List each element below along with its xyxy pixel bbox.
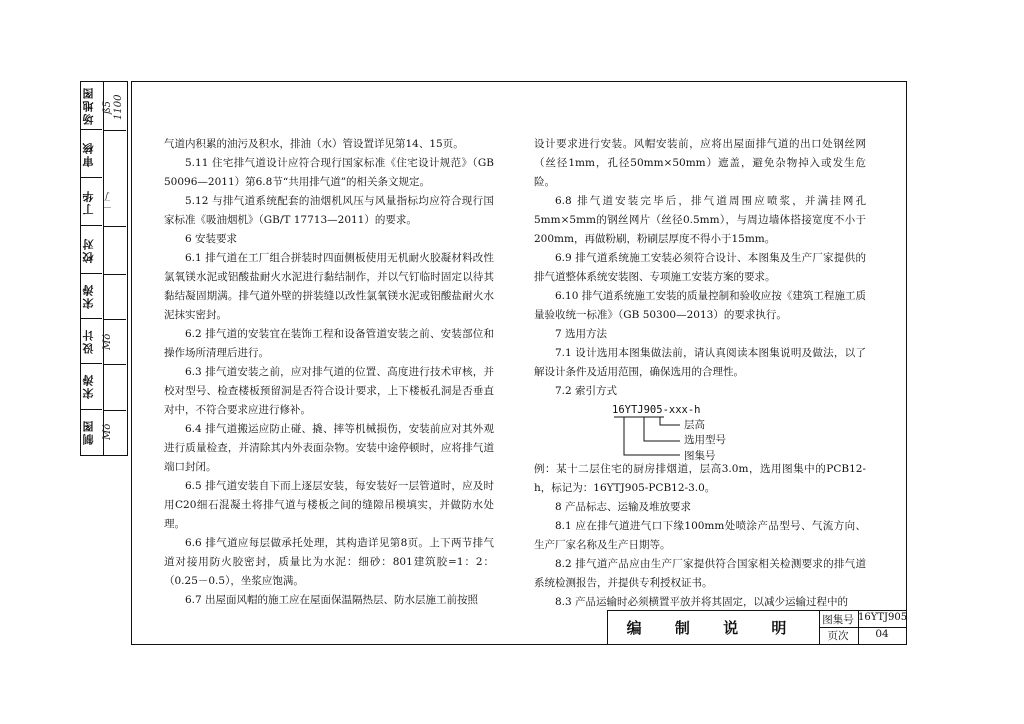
sidebar-cell [81,274,102,319]
paragraph: 8.1 应在排气道进气口下缘100mm处喷涂产品型号、气流方向、生产厂家名称及生产日期等。 [534,520,866,551]
paragraph: 6.1 排气道在工厂组合拼装时四面侧板使用无机耐火胶凝材料改性氯氧镁水泥或铝酸盐耐火水泥进行黏结制作，并以气钉临时固定以待其黏结凝固期满。排气道外壁的拼装缝以改性氯氧镁水泥或铝酸盐耐火水泥抹实密封。 [164,252,494,321]
sidebar-label: 场地图 [82,86,95,126]
paragraph: 6.6 排气道应每层做承托处理，其构造详见第8页。上下两节排气道对接用防火胶密封，质量比为水泥：细砂：801建筑胶=1：2：（0.25－0.5），坐浆应饱满。 [164,537,494,587]
paragraph: 6.7 出屋面风帽的施工应在屋面保温隔热层、防水层施工前按照 [185,594,479,606]
left-text-column [164,135,494,610]
paragraph: 8.2 排气道产品应由生产厂家提供符合国家相关检测要求的排气道系统检测报告，并提供专利授权证书。 [534,558,866,589]
index-diagram [534,401,866,460]
index-label-atlas: 图集号 [684,450,716,462]
sidebar-label: 丁华 [82,189,95,215]
page-number-value: 04 [875,628,889,640]
paragraph: 设计要求进行安装。风帽安装前，应将出屋面排气道的出口处钢丝网（丝径1mm，孔径50mm×50mm）遮盖，避免杂物掉入或发生危险。 [534,138,866,188]
sidebar-cell [81,226,102,274]
paragraph: 6.10 排气道系统施工安装的质量控制和验收应按《建筑工程施工质量验收统一标准》（GB 50300—2013）的要求执行。 [534,290,866,321]
sidebar-cell [81,364,102,410]
index-label-model: 选用型号 [684,434,726,446]
paragraph: 7.2 索引方式 [555,385,618,397]
sidebar-label: 审核 [82,141,95,167]
sidebar-cell [81,319,102,364]
paragraph: 6.5 排气道安装自下而上逐层安装，每安装好一层管道时，应及时用C20细石混凝土将排气道与楼板之间的缝隙吊模填实，并做防水处理。 [164,480,494,530]
paragraph: 8.3 产品运输时必须横置平放并将其固定，以减少运输过程中的 [555,596,849,608]
paragraph: 6.9 排气道系统施工安装必须符合设计、本图集及生产厂家提供的排气道整体系统安装图、专项施工安装方案的要求。 [534,252,866,283]
sidebar-cell [81,82,102,130]
right-text-column [534,135,866,612]
index-code: 16YTJ905-xxx-h [612,404,701,416]
atlas-number-value: 16YTJ905 [858,612,908,623]
paragraph: 7.1 设计选用本图集做法前，请认真阅读本图集说明及做法，以了解设计条件及适用范围，确保选用的合理性。 [534,347,866,378]
paragraph: 6.8 排气道安装完毕后，排气道周围应喷浆，并满挂网孔5mm×5mm的钢丝网片（丝径0.5mm），与周边墙体搭接宽度不小于200mm，再做粉刷，粉刷层厚度不得小于15mm。 [534,195,866,245]
paragraph: 8 产品标志、运输及堆放要求 [555,501,692,513]
paragraph: 5.12 与排气道系统配套的油烟机风压与风量指标均应符合现行国家标准《吸油烟机》（GB/T 17713—2011）的要求。 [164,195,494,226]
paragraph: 5.11 住宅排气道设计应符合现行国家标准《住宅设计规范》（GB 50096—2011）第6.8节“共用排气道”的相关条文规定。 [164,157,494,188]
sidebar-label: 宋涛 [82,283,95,309]
right-text-bottom [534,460,866,612]
paragraph: 例：某十二层住宅的厨房排烟道，层高3.0m，选用图集中的PCB12-h，标记为：16YTJ905-PCB12-3.0。 [534,463,866,494]
index-label-floor-height: 层高 [684,419,705,431]
sidebar-label: 校对 [82,237,95,263]
atlas-number-label: 图集号 [822,614,854,626]
paragraph: 6.3 排气道安装之前，应对排气道的位置、高度进行技术审核，并校对型号、检查楼板预留洞是否符合设计要求，上下楼板孔洞是否垂直对中，不符合要求应进行修补。 [164,366,494,416]
paragraph: 7 选用方法 [555,328,608,340]
paragraph: 气道内积累的油污及积水，排油（水）管设置详见第14、15页。 [164,138,464,150]
signature: ß5 1100 [102,94,124,120]
signature: Mó [102,333,113,351]
sidebar-label: 宋涛 [82,373,95,399]
sidebar-cell [81,178,102,226]
signature: 一丁 [104,192,115,212]
sidebar-label: 制图 [82,419,95,445]
sidebar-label: 设计 [82,328,95,354]
sidebar-cell [81,410,102,454]
right-text-top [534,135,866,401]
page-title: 编 制 说 明 [626,619,801,637]
paragraph: 6.4 排气道搬运应防止碰、撬、摔等机械损伤，安装前应对其外观进行质量检查，并清除其内外表面杂物。安装中途停顿时，应将排气道端口封闭。 [164,423,494,473]
page-number-label: 页次 [827,630,849,642]
signature-sidebar [80,81,104,456]
signature-column [104,81,128,456]
signature: Mó [102,423,113,441]
sidebar-cell [81,130,102,178]
paragraph: 6.2 排气道的安装宜在装饰工程和设备管道安装之前、安装部位和操作场所清理后进行。 [164,328,494,359]
paragraph: 6 安装要求 [185,233,238,245]
